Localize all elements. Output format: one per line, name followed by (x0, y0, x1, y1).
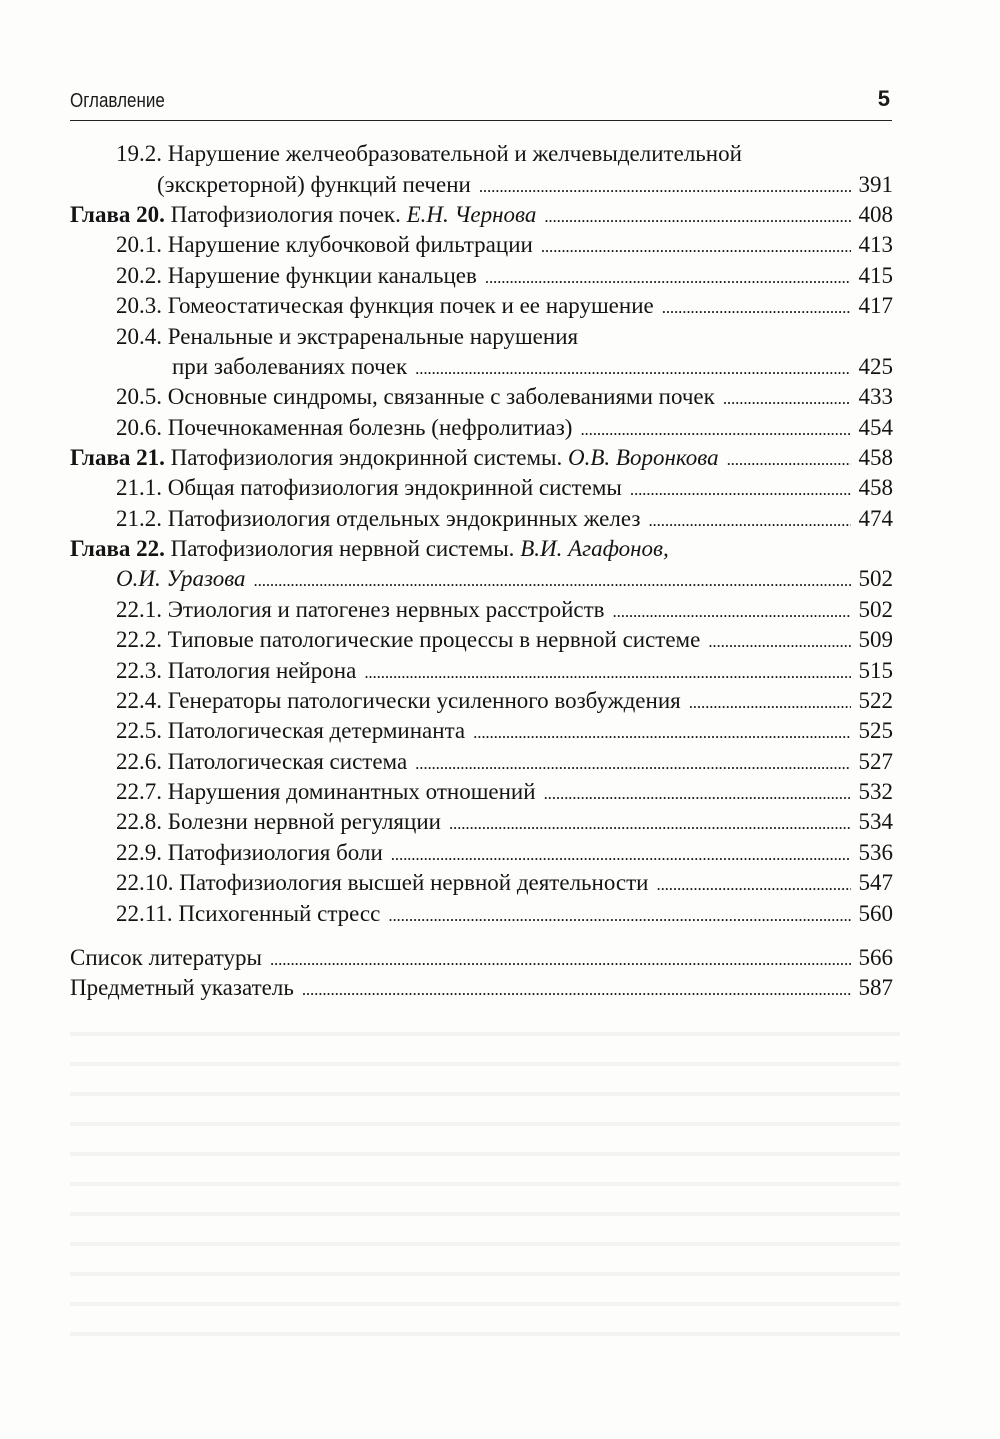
toc-entry-text (116, 807, 441, 837)
entry-page-number: 474 (858, 506, 893, 531)
dot-leader (689, 688, 851, 718)
entry-author: О.И. Уразова (116, 566, 246, 591)
dot-leader (580, 415, 850, 445)
toc-entry-text (116, 716, 465, 746)
toc-entry (116, 686, 893, 716)
entry-page-number: 566 (858, 945, 893, 970)
dot-leader (364, 658, 850, 688)
toc-entry-text (116, 230, 533, 260)
toc-entry-text (116, 413, 572, 443)
toc-entry-text (116, 139, 742, 169)
show-through-text (70, 1010, 900, 1350)
entry-page-number: 525 (858, 718, 893, 743)
entry-title: 21.1. Общая патофизиология эндокринной системы (116, 475, 622, 500)
toc-entry (172, 352, 893, 382)
toc-entry (116, 595, 893, 625)
entry-title: Патофизиология почек. (170, 202, 401, 227)
toc-entry (116, 413, 893, 443)
header-page-number: 5 (877, 86, 890, 111)
entry-title: 20.1. Нарушение клубочковой фильтрации (116, 232, 533, 257)
toc-entry-text (116, 899, 380, 929)
entry-title: 22.5. Патологическая детерминанта (116, 718, 466, 743)
toc-entry (116, 656, 893, 686)
dot-leader (270, 945, 851, 975)
dot-leader (479, 172, 851, 202)
toc-entry (116, 868, 893, 898)
entry-page-number: 547 (858, 870, 893, 895)
toc-entry (116, 261, 893, 291)
entry-title: при заболеваниях почек (172, 354, 408, 379)
header-title: Оглавление (70, 90, 165, 112)
entry-author: В.И. Агафонов, (520, 536, 669, 561)
toc-entry-text (116, 322, 578, 352)
entry-title: 20.6. Почечнокаменная болезнь (нефролитиаз) (116, 415, 573, 440)
toc-entry (116, 322, 578, 352)
toc-chapter-entry (70, 534, 669, 564)
entry-title: 21.2. Патофизиология отдельных эндокринных желез (116, 506, 641, 531)
toc-entry (116, 504, 893, 534)
dot-leader (485, 263, 851, 293)
toc-entry-text (116, 261, 477, 291)
toc-chapter-entry (70, 443, 893, 473)
toc-entry-text (70, 200, 536, 230)
entry-title: 22.11. Психогенный стресс (116, 901, 381, 926)
toc-entry-text (116, 747, 407, 777)
toc-entry-text (116, 625, 700, 655)
toc-entry-text (116, 291, 654, 321)
dot-leader (388, 901, 850, 931)
entry-title: Патофизиология эндокринной системы. (170, 445, 563, 470)
entry-page-number: 527 (858, 749, 893, 774)
dot-leader (473, 718, 850, 748)
toc-entry-text (116, 656, 356, 686)
entry-page-number: 458 (858, 445, 893, 470)
entry-title: 20.5. Основные синдромы, связанные с заболеваниями почек (116, 384, 715, 409)
entry-title: 22.4. Генераторы патологически усиленного возбуждения (116, 688, 681, 713)
toc-entry-text (70, 443, 719, 473)
entry-title: 19.2. Нарушение желчеобразовательной и желчевыделительной (116, 141, 742, 166)
toc-entry (116, 139, 742, 169)
dot-leader (544, 779, 851, 809)
toc-entry (116, 625, 893, 655)
dot-leader (727, 445, 851, 475)
entry-title: 20.2. Нарушение функции канальцев (116, 263, 477, 288)
toc-entry (116, 230, 893, 260)
toc-chapter-entry (70, 200, 893, 230)
toc-entry-text (70, 943, 262, 973)
toc-entry (70, 973, 893, 1003)
entry-title: 22.1. Этиология и патогенез нервных расстройств (116, 597, 605, 622)
entry-title: 20.3. Гомеостатическая функция почек и ее нарушение (116, 293, 654, 318)
toc-entry (116, 899, 893, 929)
entry-page-number: 536 (858, 840, 893, 865)
entry-page-number: 509 (858, 627, 893, 652)
toc-entry-text (70, 534, 669, 564)
dot-leader (302, 975, 851, 1005)
entry-title: 22.6. Патологическая система (116, 749, 408, 774)
dot-leader (613, 597, 851, 627)
dot-leader (544, 202, 850, 232)
dot-leader (648, 506, 850, 536)
toc-entry-text (116, 868, 648, 898)
entry-page-number: 458 (858, 475, 893, 500)
entry-title: Предметный указатель (70, 975, 294, 1000)
dot-leader (656, 870, 850, 900)
chapter-label: Глава 22. (70, 536, 165, 561)
dot-leader (254, 566, 851, 596)
entry-title: 22.2. Типовые патологические процессы в нервной системе (116, 627, 701, 652)
dot-leader (630, 475, 851, 505)
toc-entry (157, 170, 893, 200)
entry-page-number: 532 (858, 779, 893, 804)
entry-title: (экскреторной) функций печени (157, 172, 471, 197)
toc-entry (116, 564, 893, 594)
toc-entry-text (116, 686, 681, 716)
toc-entry (116, 382, 893, 412)
entry-title: 22.10. Патофизиология высшей нервной деятельности (116, 870, 649, 895)
toc-entry-text (116, 838, 383, 868)
entry-page-number: 433 (858, 384, 893, 409)
chapter-label: Глава 21. (70, 445, 165, 470)
dot-leader (708, 627, 850, 657)
entry-author: Е.Н. Чернова (406, 202, 537, 227)
entry-page-number: 515 (858, 658, 893, 683)
entry-page-number: 502 (858, 597, 893, 622)
dot-leader (415, 749, 850, 779)
entry-page-number: 587 (858, 975, 893, 1000)
toc-entry-text (157, 170, 471, 200)
entry-title: 22.8. Болезни нервной регуляции (116, 809, 441, 834)
dot-leader (391, 840, 851, 870)
toc-entry-text (116, 777, 536, 807)
entry-page-number: 502 (858, 566, 893, 591)
entry-page-number: 560 (858, 901, 893, 926)
toc-entry (116, 838, 893, 868)
dot-leader (415, 354, 850, 384)
toc-entry-text (116, 382, 715, 412)
entry-title: Патофизиология нервной системы. (170, 536, 515, 561)
toc-entry-text (116, 473, 622, 503)
toc-entry (70, 943, 893, 973)
dot-leader (662, 293, 851, 323)
entry-page-number: 454 (858, 415, 893, 440)
entry-title: 22.3. Патология нейрона (116, 658, 357, 683)
entry-author: О.В. Воронкова (567, 445, 719, 470)
toc-entry-text (172, 352, 407, 382)
toc-entry (116, 291, 893, 321)
entry-title: Список литературы (70, 945, 262, 970)
dot-leader (449, 809, 851, 839)
entry-page-number: 522 (858, 688, 893, 713)
toc-entry (116, 747, 893, 777)
toc-entry-text (70, 973, 294, 1003)
entry-page-number: 415 (858, 263, 893, 288)
toc-entry-text (116, 504, 640, 534)
entry-page-number: 425 (858, 354, 893, 379)
entry-page-number: 417 (858, 293, 893, 318)
toc-entry-text (116, 564, 246, 594)
toc-entry (116, 777, 893, 807)
entry-page-number: 391 (858, 172, 893, 197)
entry-title: 22.9. Патофизиология боли (116, 840, 383, 865)
entry-title: 22.7. Нарушения доминантных отношений (116, 779, 536, 804)
entry-page-number: 408 (858, 202, 893, 227)
dot-leader (541, 232, 851, 262)
toc-entry (116, 807, 893, 837)
toc-entry (116, 716, 893, 746)
entry-title: 20.4. Ренальные и экстраренальные нарушения (116, 324, 579, 349)
toc-entry (116, 473, 893, 503)
chapter-label: Глава 20. (70, 202, 165, 227)
dot-leader (723, 384, 851, 414)
entry-page-number: 413 (858, 232, 893, 257)
entry-page-number: 534 (858, 809, 893, 834)
toc-entry-text (116, 595, 605, 625)
